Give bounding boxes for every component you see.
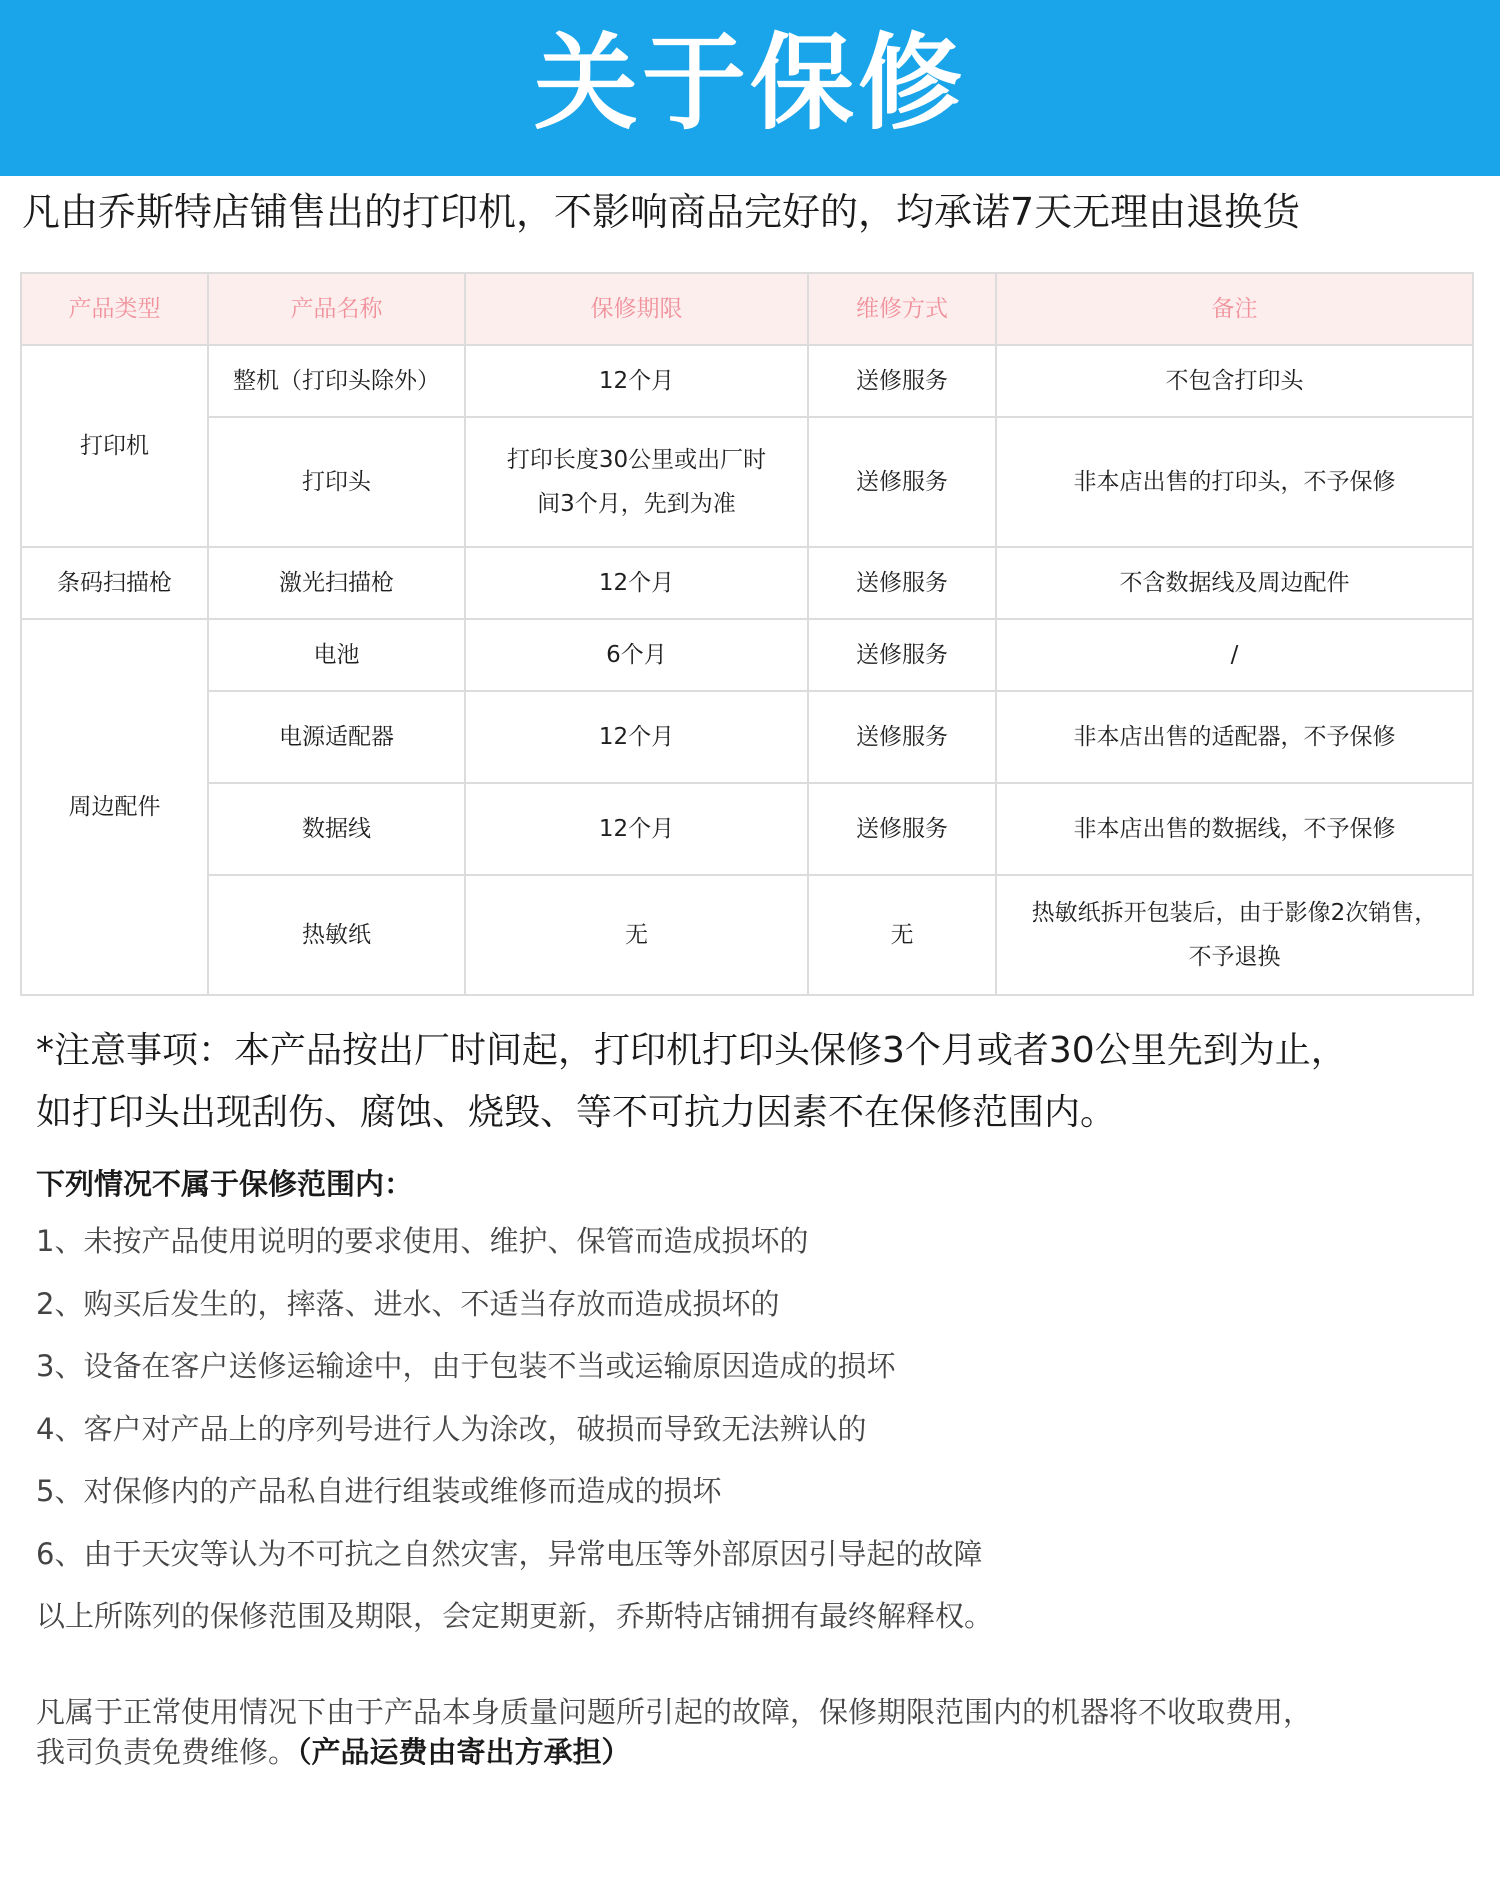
period-line: 间3个月，先到为准 [537, 491, 736, 517]
period-cell: 6个月 [465, 619, 808, 691]
table-header-row [21, 273, 1473, 345]
header-product-type: 产品类型 [21, 273, 208, 345]
category-cell: 周边配件 [21, 619, 208, 995]
free-repair-statement [36, 1692, 1466, 1772]
header-repair-method: 维修方式 [808, 273, 996, 345]
method-cell: 送修服务 [808, 619, 996, 691]
table-row [21, 875, 1473, 995]
product-name-cell: 数据线 [208, 783, 465, 875]
table-row [21, 345, 1473, 417]
footer-line: 凡属于正常使用情况下由于产品本身质量问题所引起的故障，保修期限范围内的机器将不收取费用， [36, 1694, 1313, 1729]
exclusion-item: 2、购买后发生的，摔落、进水、不适当存放而造成损坏的 [36, 1286, 780, 1321]
product-name-cell: 电池 [208, 619, 465, 691]
method-cell: 无 [808, 875, 996, 995]
exclusion-item: 1、未按产品使用说明的要求使用、维护、保管而造成损坏的 [36, 1224, 809, 1258]
remark-line: 不予退换 [1188, 944, 1281, 970]
category-cell: 打印机 [21, 345, 208, 547]
method-cell: 送修服务 [808, 547, 996, 619]
notice-line: 如打印头出现刮伤、腐蚀、烧毁、等不可抗力因素不在保修范围内。 [36, 1092, 1117, 1133]
disclaimer: 以上所陈列的保修范围及期限，会定期更新，乔斯特店铺拥有最终解释权。 [36, 1599, 994, 1633]
exclusion-item: 4、客户对产品上的序列号进行人为涂改，破损而导致无法辨认的 [36, 1411, 867, 1446]
method-cell: 送修服务 [808, 783, 996, 875]
remark-cell: / [996, 619, 1473, 691]
exclusions-title: 下列情况不属于保修范围内： [36, 1167, 414, 1201]
remark-cell: 非本店出售的数据线，不予保修 [996, 783, 1473, 875]
period-cell: 12个月 [465, 783, 808, 875]
exclusion-item: 6、由于天灾等认为不可抗之自然灾害，异常电压等外部原因引导起的故障 [36, 1536, 983, 1571]
header-warranty-period: 保修期限 [465, 273, 808, 345]
product-name-cell: 激光扫描枪 [208, 547, 465, 619]
product-name-cell: 打印头 [208, 417, 465, 547]
remark-cell: 不包含打印头 [996, 345, 1473, 417]
category-cell: 条码扫描枪 [21, 547, 208, 619]
method-cell: 送修服务 [808, 691, 996, 783]
table-row [21, 547, 1473, 619]
table-row [21, 691, 1473, 783]
method-cell: 送修服务 [808, 345, 996, 417]
table-row [21, 783, 1473, 875]
header-banner [0, 0, 1500, 176]
period-cell [465, 417, 808, 547]
shipping-cost-note: （产品运费由寄出方承担） [297, 1734, 631, 1769]
warranty-table [20, 272, 1474, 996]
product-name-cell: 整机（打印头除外） [208, 345, 465, 417]
warranty-table-container [20, 272, 1472, 996]
table-row [21, 417, 1473, 547]
remark-line: 热敏纸拆开包装后，由于影像2次销售， [1031, 900, 1438, 926]
remark-cell: 非本店出售的打印头，不予保修 [996, 417, 1473, 547]
remark-cell [996, 875, 1473, 995]
exclusion-item: 3、设备在客户送修运输途中，由于包装不当或运输原因造成的损坏 [36, 1349, 896, 1383]
warranty-notes [36, 1020, 1466, 1772]
method-cell: 送修服务 [808, 417, 996, 547]
product-name-cell: 电源适配器 [208, 691, 465, 783]
remark-cell: 不含数据线及周边配件 [996, 547, 1473, 619]
remark-cell: 非本店出售的适配器，不予保修 [996, 691, 1473, 783]
period-cell: 12个月 [465, 691, 808, 783]
product-name-cell: 热敏纸 [208, 875, 465, 995]
period-cell: 无 [465, 875, 808, 995]
period-cell: 12个月 [465, 547, 808, 619]
header-product-name: 产品名称 [208, 273, 465, 345]
page-title: 关于保修 [533, 22, 966, 144]
table-row [21, 619, 1473, 691]
return-policy-intro: 凡由乔斯特店铺售出的打印机，不影响商品完好的，均承诺7天无理由退换货 [22, 190, 1301, 234]
period-cell: 12个月 [465, 345, 808, 417]
exclusion-item: 5、对保修内的产品私自进行组装或维修而造成的损坏 [36, 1474, 722, 1508]
footer-line: 我司负责免费维修。 [36, 1734, 298, 1769]
notice-line: *注意事项：本产品按出厂时间起，打印机打印头保修3个月或者30公里先到为止， [36, 1030, 1347, 1071]
header-remark: 备注 [996, 273, 1473, 345]
period-line: 打印长度30公里或出厂时 [506, 447, 767, 473]
